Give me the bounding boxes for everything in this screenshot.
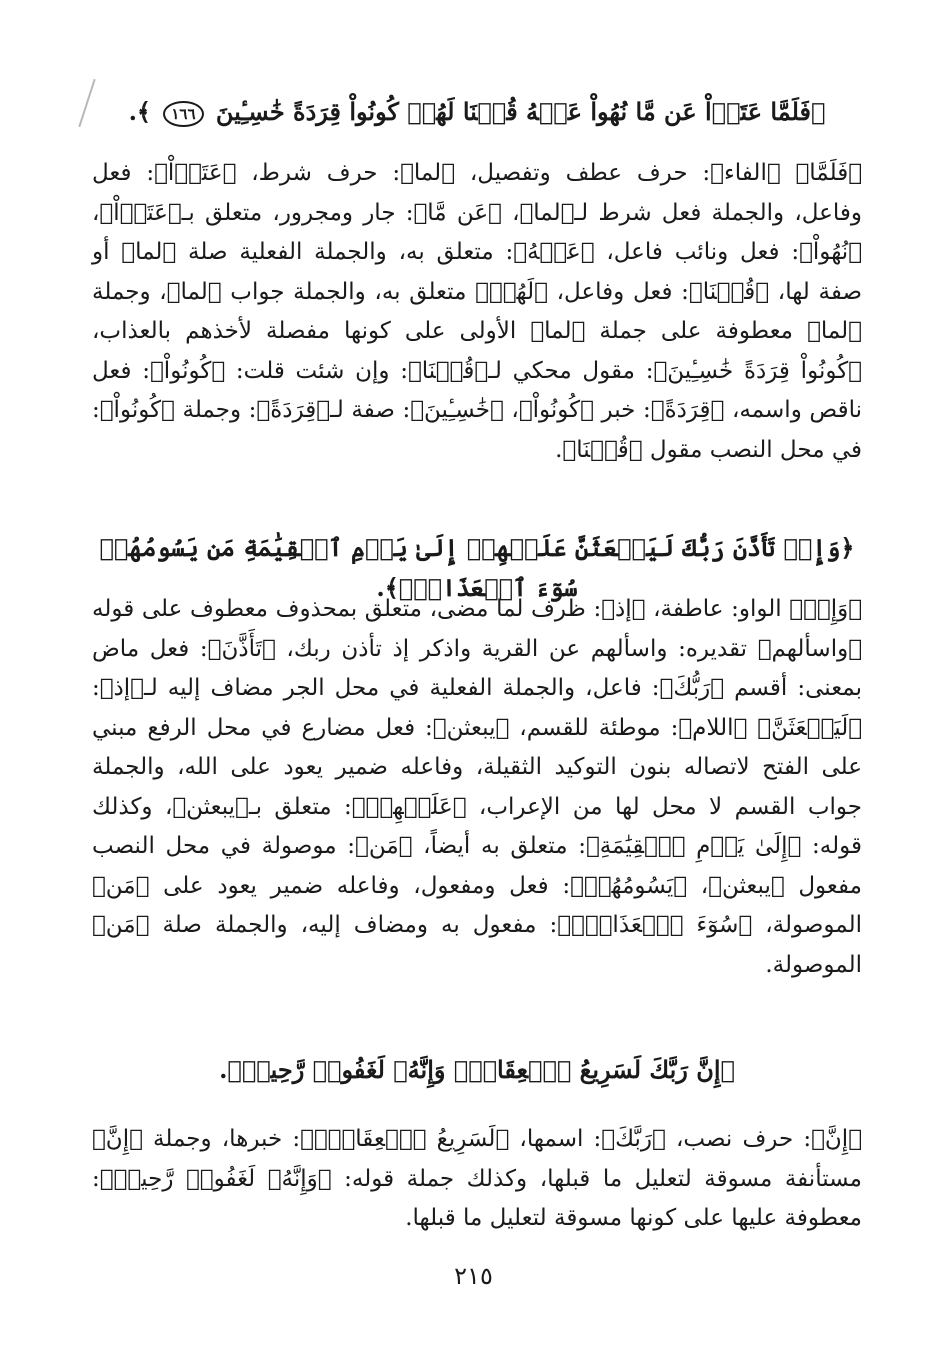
- verse-166: [92, 92, 862, 132]
- verse-166-end: ﴾.: [128, 97, 151, 126]
- verse-167: ﴿وَإِذۡ تَأَذَّنَ رَبُّكَ لَيَبۡعَثَنَّ عَلَيۡهِمۡ إِلَىٰ يَوۡمِ ٱلۡقِيَٰمَةِ مَن يَسُومُهُمۡ سُوٓءَ ٱلۡعَذَابِۗ﴾.: [99, 533, 855, 602]
- verse-167-end: ﴿إِنَّ رَبَّكَ لَسَرِيعُ ٱلۡعِقَابِۖ وَإِنَّهُۥ لَغَفُورٞ رَّحِيمٞ﴾.: [219, 1055, 735, 1084]
- verse-166-text: ﴿فَلَمَّا عَتَوۡاْ عَن مَّا نُهُواْ عَنۡهُ قُلۡنَا لَهُمۡ كُونُواْ قِرَدَةً خَٰسِـِٔينَ: [215, 97, 826, 126]
- commentary-paragraph-1: ﴿فَلَمَّا﴾ ﴿الفاء﴾: حرف عطف وتفصيل، ﴿لما﴾: حرف شرط، ﴿عَتَوۡاْ﴾: فعل وفاعل، والجملة فعل شرط لـ﴿لما﴾، ﴿عَن مَّا﴾: جار ومجرور، متعلق بـ﴿عَتَوۡاْ﴾، ﴿نُهُواْ﴾: فعل ونائب فاعل، ﴿عَنۡهُ﴾: متعلق به، والجملة الفعلية صلة ﴿لما﴾ أو صفة لها، ﴿قُلۡنَا﴾: فعل وفاعل، ﴿لَهُمۡ﴾ متعلق به، والجملة جواب ﴿لما﴾، وجملة ﴿لما﴾ معطوفة على جملة ﴿لما﴾ الأولى على كونها مفصلة لأخذهم بالعذاب، ﴿كُونُواْ قِرَدَةً خَٰسِـِٔينَ﴾: مقول محكي لـ﴿قُلۡنَا﴾: وإن شئت قلت: ﴿كُونُواْ﴾: فعل ناقص واسمه، ﴿قِرَدَةً﴾: خبر ﴿كُونُواْ﴾، ﴿خَٰسِـِٔينَ﴾: صفة لـ﴿قِرَدَةً﴾: وجملة ﴿كُونُواْ﴾: في محل النصب مقول ﴿قُلۡنَا﴾.: [92, 160, 862, 463]
- commentary-paragraph-2: ﴿وَإِذۡ﴾ الواو: عاطفة، ﴿إذ﴾: ظرف لما مضى، متعلق بمحذوف معطوف على قوله ﴿واسألهم﴾ تقديره: واسألهم عن القرية واذكر إذ تأذن ربك، ﴿تَأَذَّنَ﴾: فعل ماض بمعنى: أقسم ﴿رَبُّكَ﴾: فاعل، والجملة الفعلية في محل الجر مضاف إليه لـ﴿إذ﴾: ﴿لَيَبۡعَثَنَّ﴾ ﴿اللام﴾: موطئة للقسم، ﴿يبعثن﴾: فعل مضارع في محل الرفع مبني على الفتح لاتصاله بنون التوكيد الثقيلة، وفاعله ضمير يعود على الله، والجملة جواب القسم لا محل لها من الإعراب، ﴿عَلَيۡهِمۡ﴾: متعلق بـ﴿يبعثن﴾، وكذلك قوله: ﴿إِلَىٰ يَوۡمِ ٱلۡقِيَٰمَةِ﴾: متعلق به أيضاً، ﴿مَن﴾: موصولة في محل النصب مفعول ﴿يبعثن﴾، ﴿يَسُومُهُمۡ﴾: فعل ومفعول، وفاعله ضمير يعود على ﴿مَن﴾ الموصولة، ﴿سُوٓءَ ٱلۡعَذَابِۗ﴾: مفعول به ومضاف إليه، والجملة صلة ﴿مَن﴾ الموصولة.: [92, 596, 862, 978]
- commentary-paragraph-3: ﴿إِنَّ﴾: حرف نصب، ﴿رَبَّكَ﴾: اسمها، ﴿لَسَرِيعُ ٱلۡعِقَابِۖ﴾: خبرها، وجملة ﴿إِنَّ﴾ مستأنفة مسوقة لتعليل ما قبلها، وكذلك جملة قوله: ﴿وَإِنَّهُۥ لَغَفُورٞ رَّحِيمٞ﴾: معطوفة عليها على كونها مسوقة لتعليل ما قبلها.: [92, 1126, 862, 1231]
- page-number: ٢١٥: [454, 1262, 493, 1290]
- verse-number-badge: ١٦٦: [163, 101, 203, 127]
